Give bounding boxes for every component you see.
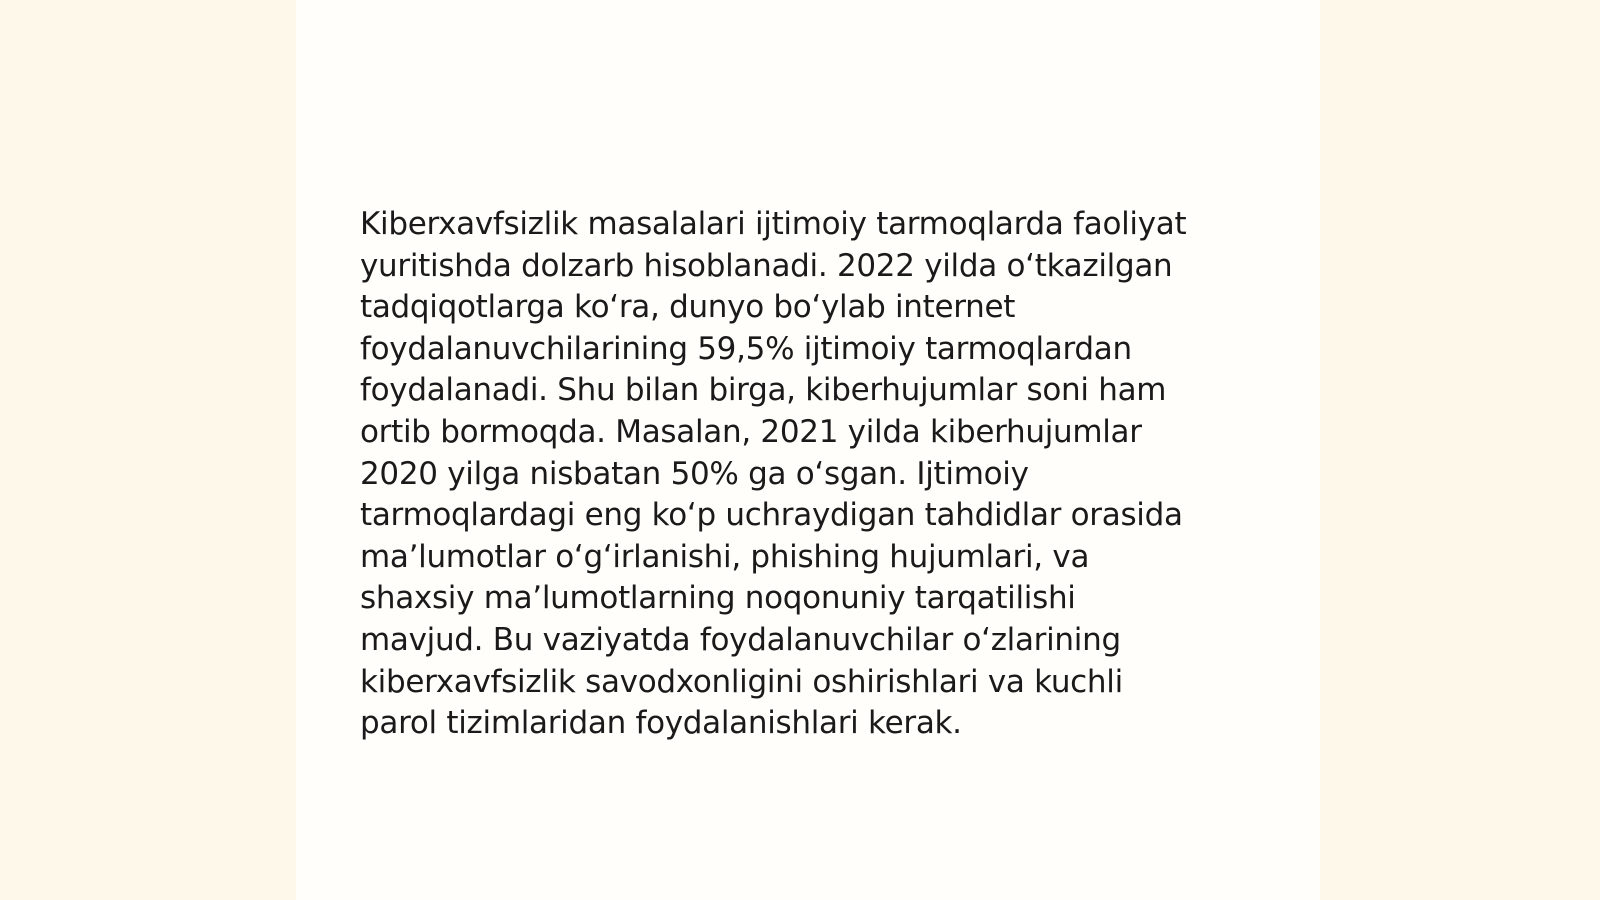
paragraph-line: ortib bormoqda. Masalan, 2021 yilda kiberhujumlar <box>360 413 1142 450</box>
paragraph-line: kiberxavfsizlik savodxonligini oshirishlari va kuchli <box>360 663 1123 700</box>
body-paragraph <box>360 204 1260 745</box>
paragraph-line: ma’lumotlar o‘g‘irlanishi, phishing hujumlari, va <box>360 538 1090 575</box>
paragraph-line: yuritishda dolzarb hisoblanadi. 2022 yilda o‘tkazilgan <box>360 247 1173 284</box>
paragraph-line: tarmoqlardagi eng ko‘p uchraydigan tahdidlar orasida <box>360 497 1183 534</box>
document-page <box>296 0 1320 900</box>
paragraph-line: parol tizimlaridan foydalanishlari kerak. <box>360 705 962 742</box>
paragraph-line: foydalanuvchilarining 59,5% ijtimoiy tarmoqlardan <box>360 330 1132 367</box>
paragraph-line: Kiberxavfsizlik masalalari ijtimoiy tarmoqlarda faoliyat <box>360 206 1187 242</box>
paragraph-line: shaxsiy ma’lumotlarning noqonuniy tarqatilishi <box>360 580 1076 617</box>
paragraph-line: 2020 yilga nisbatan 50% ga o‘sgan. Ijtimoiy <box>360 455 1029 492</box>
paragraph-line: mavjud. Bu vaziyatda foydalanuvchilar o‘zlarining <box>360 621 1121 658</box>
paragraph-line: tadqiqotlarga ko‘ra, dunyo bo‘ylab internet <box>360 289 1016 326</box>
paragraph-line: foydalanadi. Shu bilan birga, kiberhujumlar soni ham <box>360 372 1167 409</box>
